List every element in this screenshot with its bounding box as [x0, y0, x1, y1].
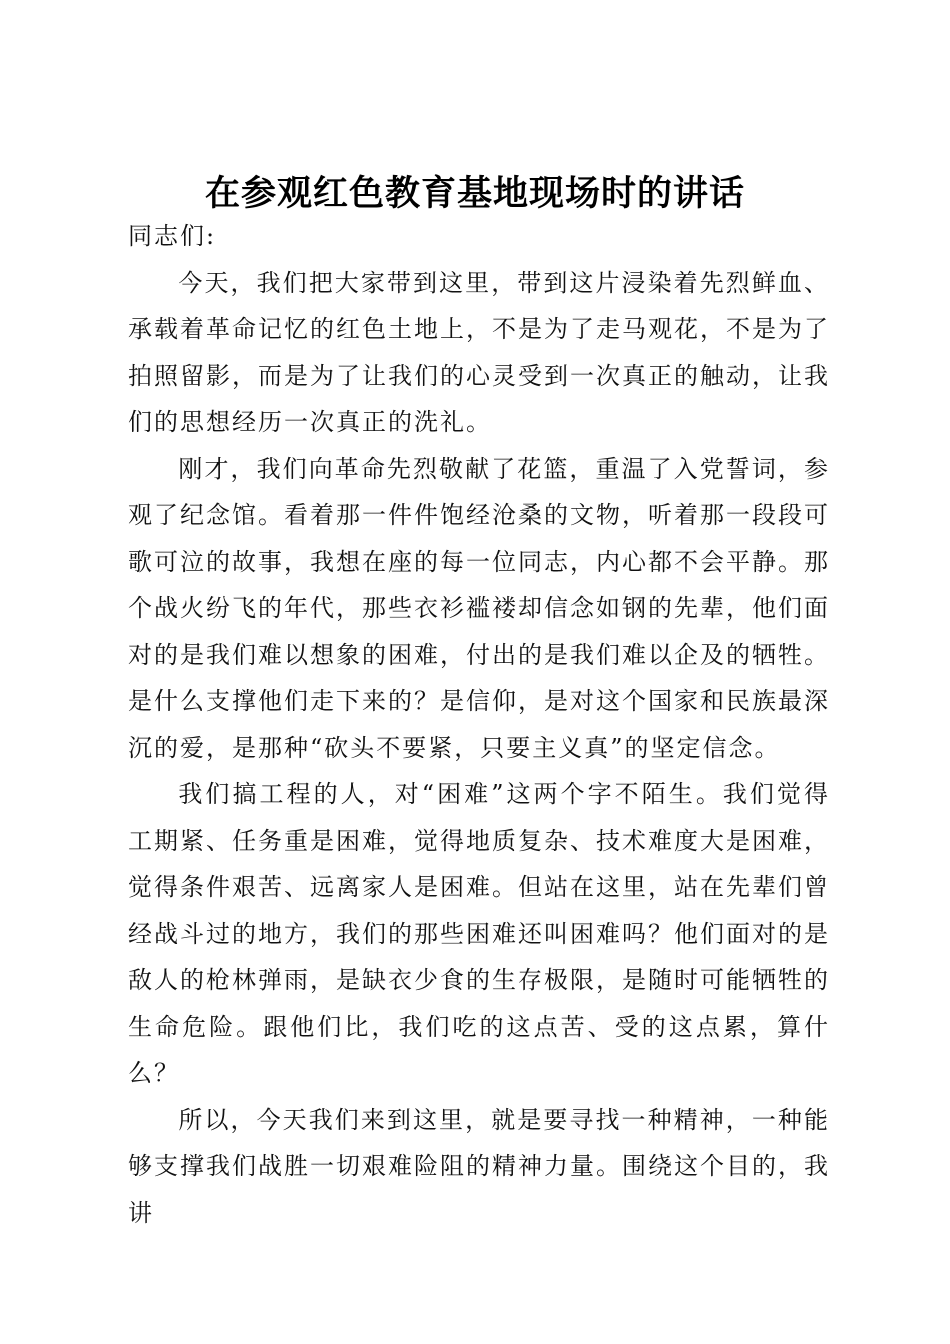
paragraph: 今天，我们把大家带到这里，带到这片浸染着先烈鲜血、承载着革命记忆的红色土地上，不是为了走马观花，不是为了拍照留影，而是为了让我们的心灵受到一次真正的触动，让我们的思想经历一次真正的洗礼。 [128, 268, 830, 436]
paragraph: 我们搞工程的人，对“困难”这两个字不陌生。我们觉得工期紧、任务重是困难，觉得地质复杂、技术难度大是困难，觉得条件艰苦、远离家人是困难。但站在这里，站在先辈们曾经战斗过的地方，我们的那些困难还叫困难吗？他们面对的是敌人的枪林弹雨，是缺衣少食的生存极限，是随时可能牺牲的生命危险。跟他们比，我们吃的这点苦、受的这点累，算什么？ [128, 780, 830, 1087]
paragraph: 所以，今天我们来到这里，就是要寻找一种精神，一种能够支撑我们战胜一切艰难险阻的精神力量。围绕这个目的，我讲 [128, 1105, 830, 1227]
salutation: 同志们: [128, 222, 217, 250]
document-body [128, 213, 830, 1236]
document-title: 在参观红色教育基地现场时的讲话 [204, 173, 745, 214]
paragraph: 刚才，我们向革命先烈敬献了花篮，重温了入党誓词，参观了纪念馆。看着那一件件饱经沧桑的文物，听着那一段段可歌可泣的故事，我想在座的每一位同志，内心都不会平静。那个战火纷飞的年代，那些衣衫褴褛却信念如钢的先辈，他们面对的是我们难以想象的困难，付出的是我们难以企及的牺牲。是什么支撑他们走下来的？是信仰，是对这个国家和民族最深沉的爱，是那种“砍头不要紧，只要主义真”的坚定信念。 [128, 454, 830, 762]
